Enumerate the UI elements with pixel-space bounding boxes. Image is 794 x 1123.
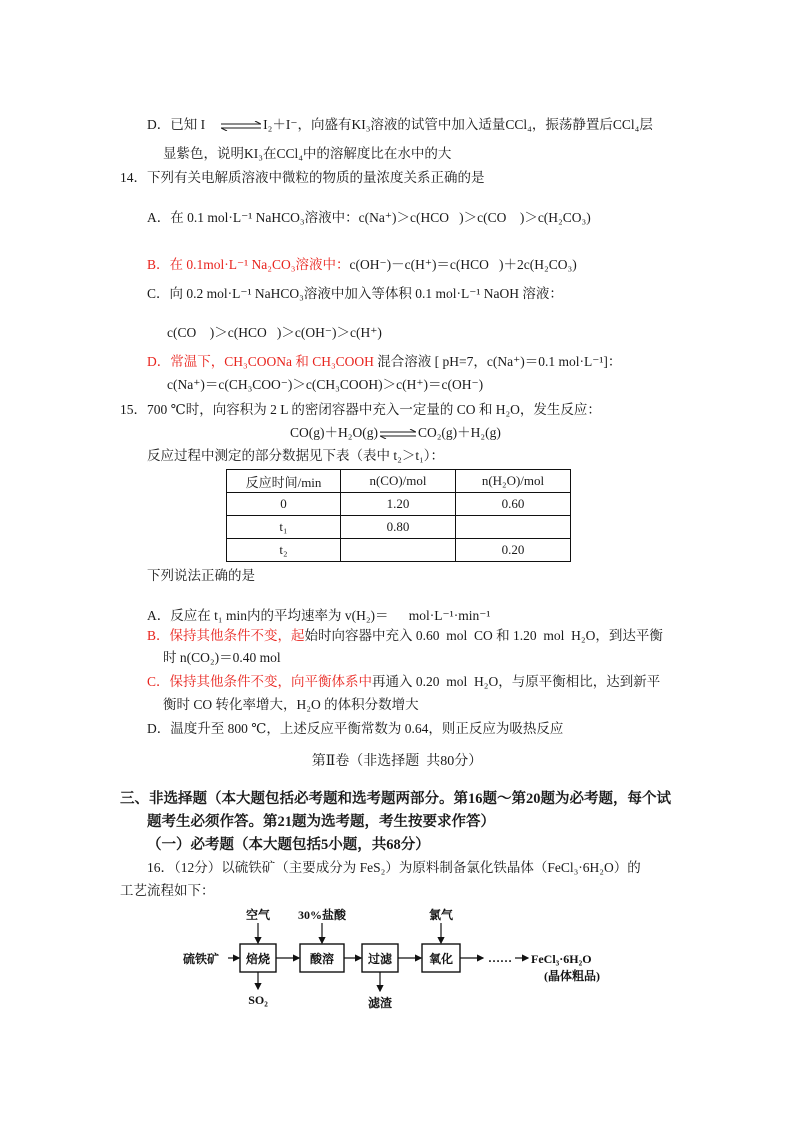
q15-data-table [226,469,571,562]
q14-option-a: A．在 0.1 mol·L⁻¹ NaHCO₃溶液中：c(Na⁺)＞c(HCO )＞c(CO )＞c(H₂CO₃) [147,210,591,225]
part2-title: 第Ⅱ卷（非选择题 共80分） [311,754,483,769]
q15-option-d: D．温度升至 800 ℃，上述反应平衡常数为 0.64，则正反应为吸热反应 [147,721,564,736]
q15-stem: 15．700 ℃时，向容积为 2 L 的密闭容器中充入一定量的 CO 和 H₂O，发生反应： [120,402,601,417]
product-label: FeCl₃·6H₂O [531,952,592,966]
table-header-row [227,470,571,493]
q14-option-b [147,256,577,274]
input-label-chlorine: 氯气 [428,908,454,922]
q15-option-b-rest: 始时向容器中充入 0.60 mol CO 和 1.20 mol H₂O，到达平衡 [304,628,663,643]
section-heading-line2: 题考生必须作答。第21题为选考题，考生按要求作答） [147,814,495,830]
flow-ellipsis: …… [488,951,512,965]
q15-option-b-marked: B．保持其他条件不变，起 [147,628,305,643]
table-cell: t₁ [227,516,341,539]
q15-option-a: A．反应在 t₁ min内的平均速率为 v(H₂)＝ mol·L⁻¹·min⁻¹ [147,608,491,623]
step-label-filter: 过滤 [367,952,393,966]
equilibrium-arrow-icon [221,121,261,131]
q13-option-d-line1 [147,116,653,134]
q15-table-intro: 反应过程中测定的部分数据见下表（表中 t₂＞t₁）： [147,448,445,463]
table-row [227,493,571,516]
input-label-hydrochloric-acid: 30%盐酸 [297,908,347,922]
q15-equation [290,424,501,442]
q15-option-c-marked: C．保持其他条件不变，向平衡体系中 [147,674,373,689]
q14-option-d-line2: c(Na⁺)＝c(CH₃COO⁻)＞c(CH₃COOH)＞c(H⁺)＝c(OH⁻) [167,377,484,392]
table-cell: 0 [227,493,341,516]
table-row [227,516,571,539]
q14-option-b-rest: c(OH⁻)－c(H⁺)＝c(HCO )＋2c(H₂CO₃) [349,257,577,272]
equilibrium-arrow-icon [380,429,416,439]
table-cell: 1.20 [341,493,456,516]
q14-option-c-line2: c(CO )＞c(HCO )＞c(OH⁻)＞c(H⁺) [167,325,382,340]
q15-option-b-line1 [147,627,663,645]
table-row [227,539,571,562]
process-flow-diagram [180,900,620,1012]
output-label-residue: 滤渣 [367,996,393,1010]
q16-line1: 16．（12分）以硫铁矿（主要成分为 FeS₂）为原料制备氯化铁晶体（FeCl₃·6H₂O）的 [147,860,641,875]
table-cell [341,539,456,562]
q15-equation-right: CO₂(g)＋H₂(g) [417,425,501,440]
table-header-cell: n(H₂O)/mol [456,470,571,493]
q13-option-d-prefix: D．已知 I [147,117,206,132]
table-cell: 0.80 [341,516,456,539]
section-heading-line1: 三、非选择题（本大题包括必考题和选考题两部分。第16题～第20题为必考题，每个试 [120,791,671,807]
q13-option-d-line2: 显紫色，说明KI₃在CCl₄中的溶解度比在水中的大 [163,146,452,161]
step-label-acid-dissolve: 酸溶 [309,952,335,966]
raw-material-label: 硫铁矿 [183,952,220,966]
q14-option-c-line1: C．向 0.2 mol·L⁻¹ NaHCO₃溶液中加入等体积 0.1 mol·L⁻¹ NaOH 溶液： [147,286,563,301]
q15-option-c-line1 [147,673,660,691]
q13-option-d-rest: I₂＋I⁻，向盛有KI₃溶液的试管中加入适量CCl₄，振荡静置后CCl₄层 [263,117,653,132]
product-note: (晶体粗品) [544,969,600,983]
table-cell: t₂ [227,539,341,562]
table-header-cell: 反应时间/min [227,470,341,493]
table-cell: 0.20 [456,539,571,562]
input-label-air: 空气 [245,908,271,922]
output-label-so2: SO₂ [248,993,268,1007]
q15-prompt: 下列说法正确的是 [147,568,255,583]
step-label-roast: 焙烧 [245,952,271,966]
step-label-oxidize: 氧化 [428,952,454,966]
q15-equation-left: CO(g)＋H₂O(g) [290,425,378,440]
q14-option-d-marked: D．常温下，CH₃COONa 和 CH₃COOH [147,354,374,369]
q15-option-b-line2: 时 n(CO₂)＝0.40 mol [163,650,281,665]
table-cell [456,516,571,539]
subsection-heading: （一）必考题（本大题包括5小题，共68分） [147,837,430,853]
q16-line2: 工艺流程如下： [120,883,215,898]
table-cell: 0.60 [456,493,571,516]
q14-option-d-line1 [147,353,621,371]
q14-option-b-marked: B．在 0.1mol·L⁻¹ Na₂CO₃溶液中： [147,257,350,272]
table-header-cell: n(CO)/mol [341,470,456,493]
q15-option-c-line2: 衡时 CO 转化率增大，H₂O 的体积分数增大 [163,697,419,712]
q14-stem: 14．下列有关电解质溶液中微粒的物质的量浓度关系正确的是 [120,170,485,185]
q14-option-d-rest: 混合溶液 [ pH=7，c(Na⁺)＝0.1 mol·L⁻¹]： [373,354,622,369]
q15-option-c-rest: 再通入 0.20 mol H₂O，与原平衡相比，达到新平 [372,674,661,689]
